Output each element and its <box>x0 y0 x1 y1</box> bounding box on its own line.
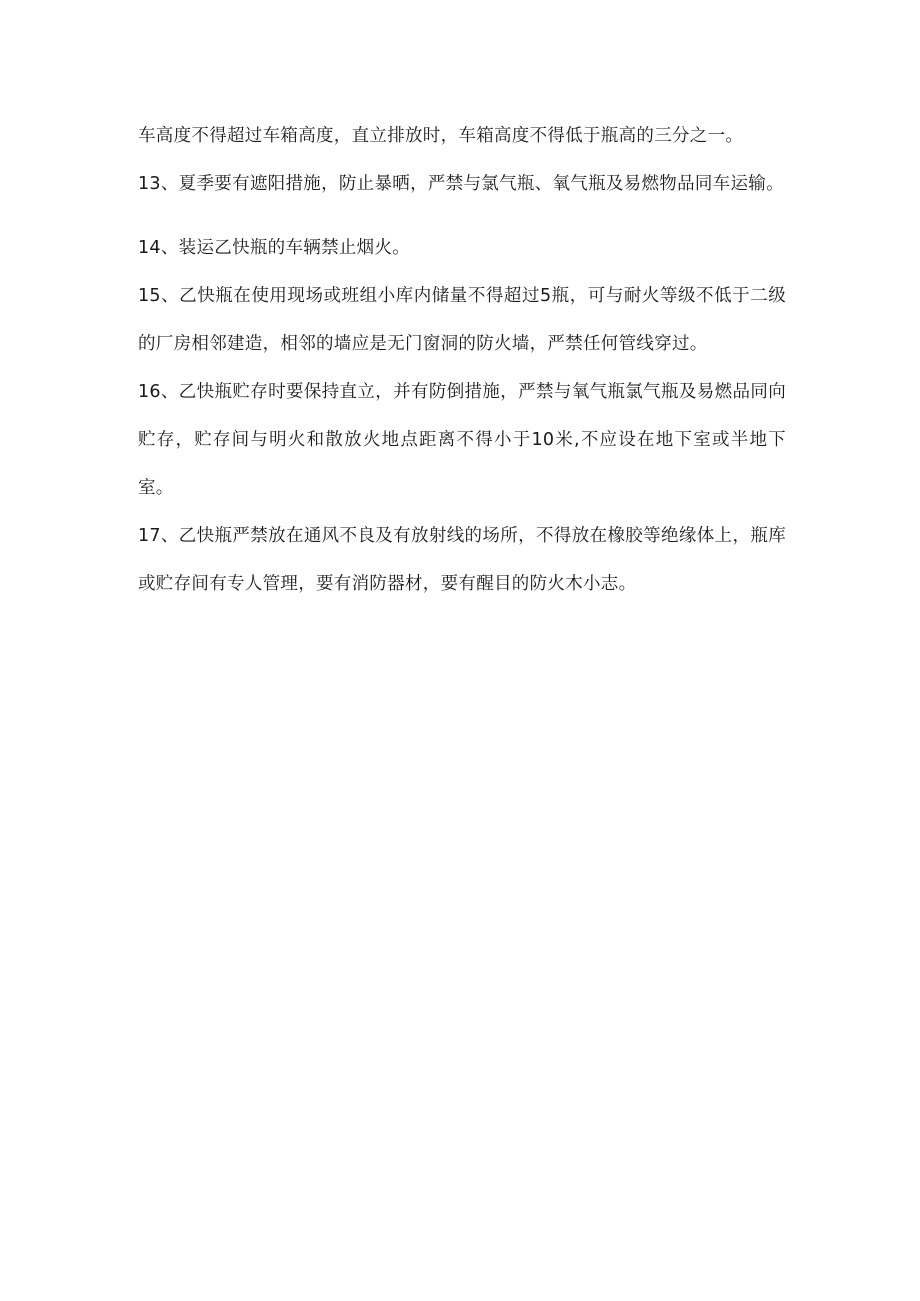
paragraph-item-15: 15、乙快瓶在使用现场或班组小库内储量不得超过5瓶，可与耐火等级不低于二级的厂房相邻建造，相邻的墙应是无门窗洞的防火墙，严禁任何管线穿过。 <box>138 286 786 354</box>
paragraph-item-17: 17、乙快瓶严禁放在通风不良及有放射线的场所，不得放在橡胶等绝缘体上，瓶库或贮存间有专人管理，要有消防器材，要有醒目的防火木小志。 <box>138 526 786 594</box>
paragraph-item-14: 14、装运乙快瓶的车辆禁止烟火。 <box>138 238 411 258</box>
paragraph-item-13: 13、夏季要有遮阳措施，防止暴晒，严禁与氯气瓶、氧气瓶及易燃物品同车运输。 <box>138 174 784 194</box>
document-body <box>138 112 786 608</box>
paragraph-item-16: 16、乙快瓶贮存时要保持直立，并有防倒措施，严禁与氧气瓶氯气瓶及易燃品同向贮存，贮存间与明火和散放火地点距离不得小于10米,不应设在地下室或半地下室。 <box>138 382 786 498</box>
paragraph-continuation: 车高度不得超过车箱高度，直立排放时，车箱高度不得低于瓶高的三分之一。 <box>138 126 744 146</box>
